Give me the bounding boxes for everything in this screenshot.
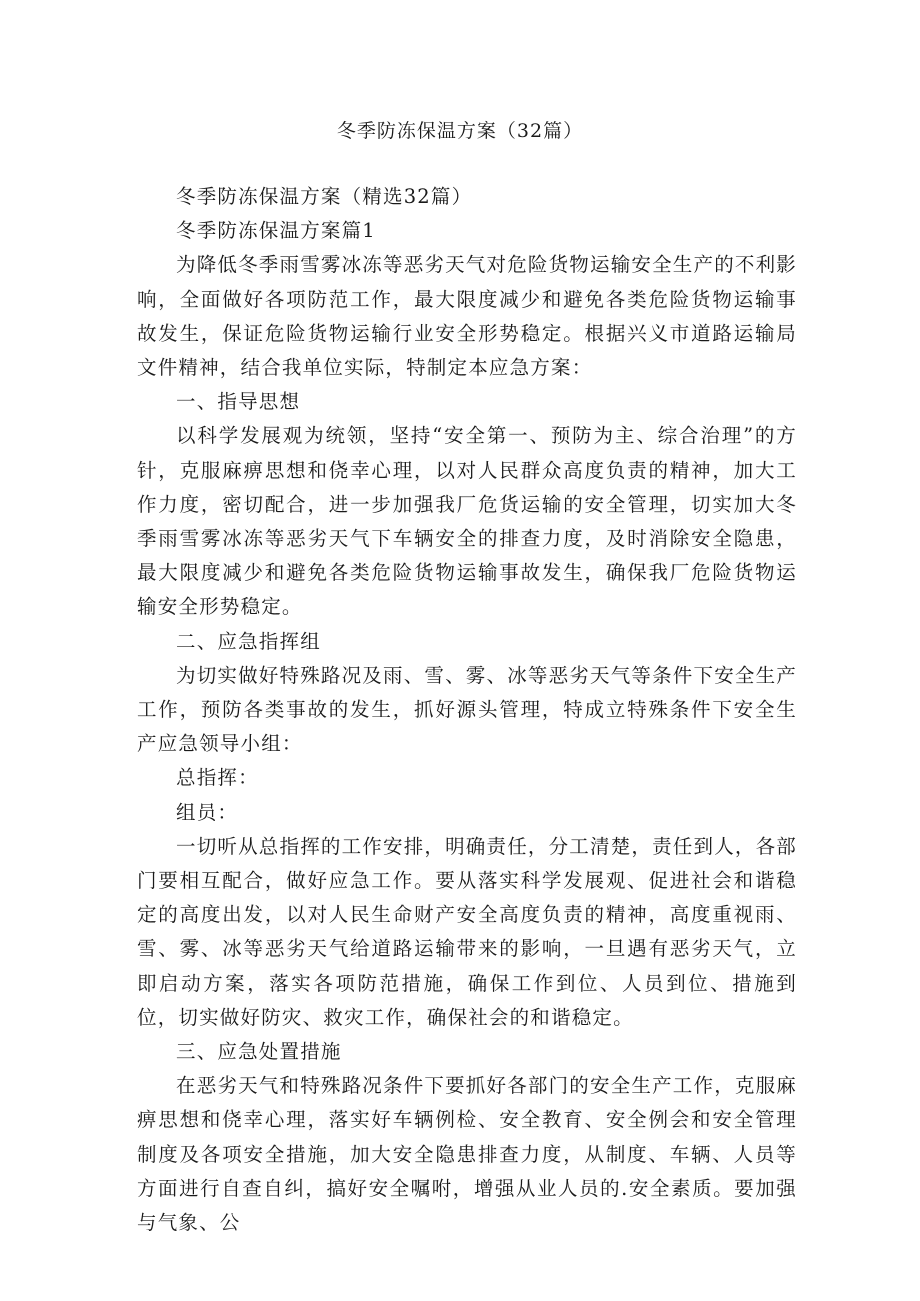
guiding-ideology-paragraph: 以科学发展观为统领，坚持“安全第一、预防为主、综合治理”的方针，克服麻痹思想和侥幸心理，以对人民群众高度负责的精神，加大工作力度，密切配合，进一步加强我厂危货运输的安全管理，切实加大冬季雨雪雾冰冻等恶劣天气下车辆安全的排查力度，及时消除安全隐患，最大限度减少和避免各类危险货物运输事故发生，确保我厂危险货物运输安全形势稳定。 xyxy=(137,424,797,619)
members-line: 组员： xyxy=(176,800,239,824)
commander-line: 总指挥： xyxy=(176,766,259,790)
heading-guiding-ideology: 一、指导思想 xyxy=(176,390,301,414)
section-title-paragraph: 冬季防冻保温方案篇1 xyxy=(176,219,376,243)
heading-emergency-measures: 三、应急处置措施 xyxy=(176,1040,342,1064)
emergency-measures-paragraph: 在恶劣天气和特殊路况条件下要抓好各部门的安全生产工作，克服麻痹思想和侥幸心理，落实好车辆例检、安全教育、安全例会和安全管理制度及各项安全措施，加大安全隐患排查力度，从制度、车辆、人员等方面进行自查自纠，搞好安全嘱咐，增强从业人员的.安全素质。要加强与气象、公 xyxy=(137,1074,798,1235)
subtitle-paragraph: 冬季防冻保温方案（精选32篇） xyxy=(176,185,473,208)
document-title: 冬季防冻保温方案（32篇） xyxy=(336,120,584,142)
responsibility-paragraph: 一切听从总指挥的工作安排，明确责任，分工清楚，责任到人，各部门要相互配合，做好应急工作。要从落实科学发展观、促进社会和谐稳定的高度出发，以对人民生命财产安全高度负责的精神，高度重视雨、雪、雾、冰等恶劣天气给道路运输带来的影响，一旦遇有恶劣天气，立即启动方案，落实各项防范措施，确保工作到位、人员到位、措施到位，切实做好防灾、救灾工作，确保社会的和谐稳定。 xyxy=(137,834,798,1029)
document-body xyxy=(137,180,797,1240)
emergency-command-paragraph: 为切实做好特殊路况及雨、雪、雾、冰等恶劣天气等条件下安全生产工作，预防各类事故的发生，抓好源头管理，特成立特殊条件下安全生产应急领导小组： xyxy=(137,663,798,756)
heading-emergency-command: 二、应急指挥组 xyxy=(176,629,321,653)
intro-paragraph: 为降低冬季雨雪雾冰冻等恶劣天气对危险货物运输安全生产的不利影响，全面做好各项防范工作，最大限度减少和避免各类危险货物运输事故发生，保证危险货物运输行业安全形势稳定。根据兴义市道路运输局文件精神，结合我单位实际，特制定本应急方案： xyxy=(137,253,798,380)
